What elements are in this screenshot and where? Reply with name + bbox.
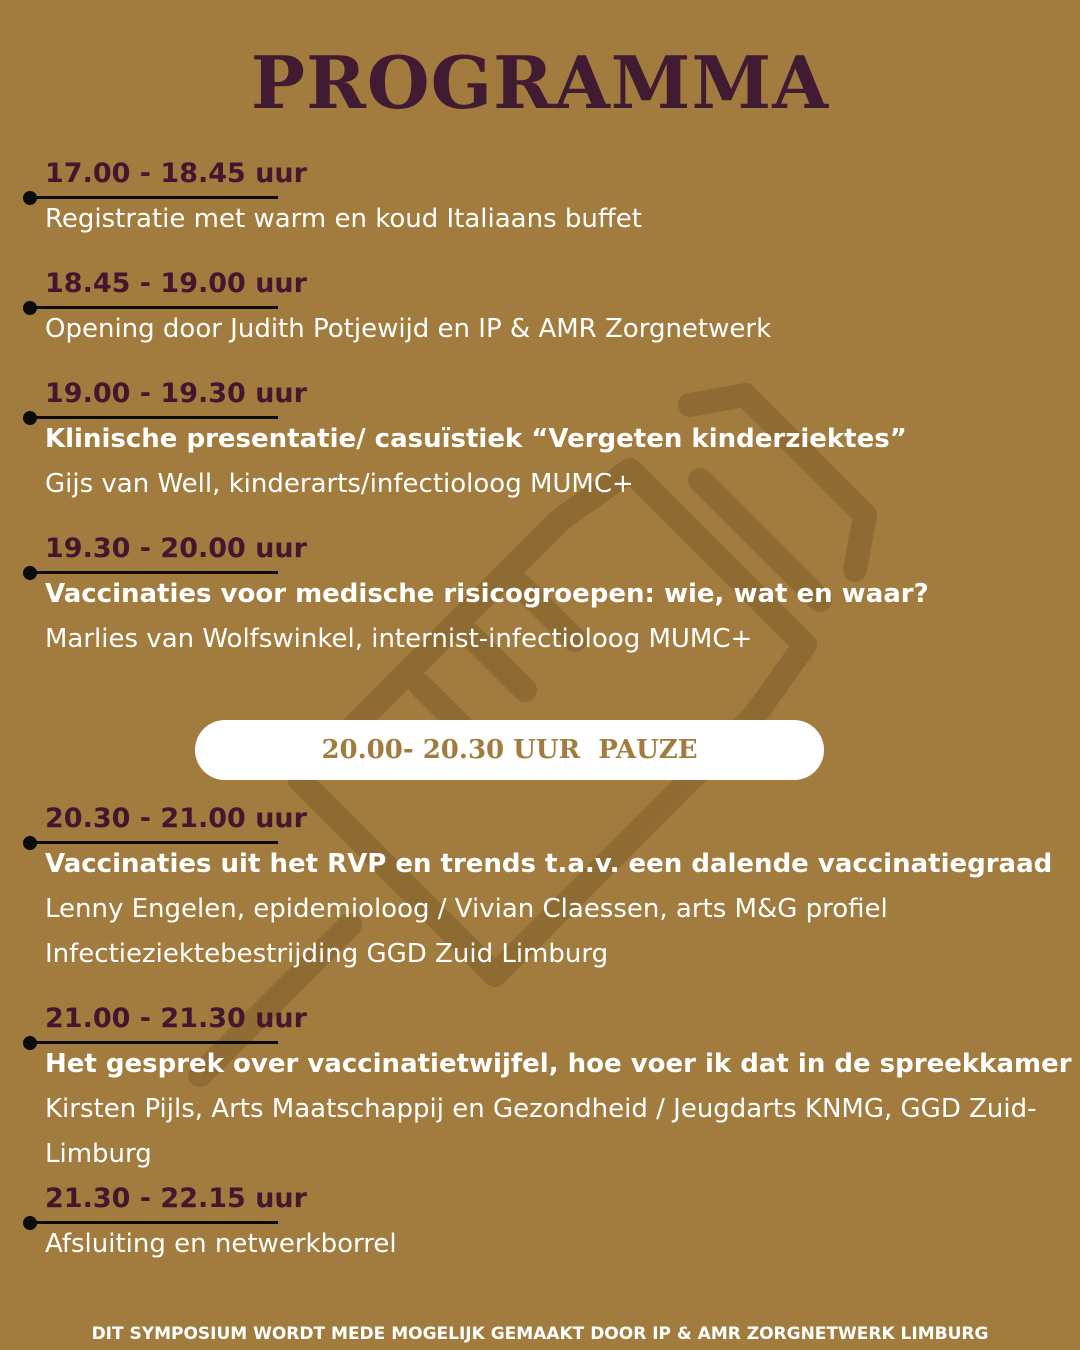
time-slot: 18.45 - 19.00 uur — [45, 268, 307, 299]
session-detail: Infectieziektebestrijding GGD Zuid Limburg — [45, 939, 609, 969]
time-underline — [30, 196, 278, 199]
session-title: Het gesprek over vaccinatietwijfel, hoe voer ik dat in de spreekkamer — [45, 1049, 1072, 1079]
session-detail: Lenny Engelen, epidemioloog / Vivian Claessen, arts M&G profiel — [45, 894, 888, 924]
time-underline — [30, 306, 278, 309]
time-underline — [30, 571, 278, 574]
bullet-dot-icon — [23, 1036, 37, 1050]
pause-banner: 20.00- 20.30 UUR PAUZE — [195, 720, 824, 780]
bullet-dot-icon — [23, 1216, 37, 1230]
bullet-dot-icon — [23, 301, 37, 315]
session-detail: Opening door Judith Potjewijd en IP & AMR Zorgnetwerk — [45, 314, 772, 344]
page-title: PROGRAMMA — [250, 40, 830, 125]
session-detail: Gijs van Well, kinderarts/infectioloog MUMC+ — [45, 469, 634, 499]
time-slot: 21.00 - 21.30 uur — [45, 1003, 307, 1034]
time-underline — [30, 1041, 278, 1044]
bullet-dot-icon — [23, 411, 37, 425]
time-slot: 17.00 - 18.45 uur — [45, 158, 307, 189]
session-detail: Kirsten Pijls, Arts Maatschappij en Gezondheid / Jeugdarts KNMG, GGD Zuid- — [45, 1094, 1037, 1124]
session-title: Vaccinaties voor medische risicogroepen: wie, wat en waar? — [45, 579, 929, 609]
bullet-dot-icon — [23, 836, 37, 850]
session-title: Klinische presentatie/ casuïstiek “Vergeten kinderziektes” — [45, 424, 907, 454]
session-detail: Afsluiting en netwerkborrel — [45, 1229, 397, 1259]
time-underline — [30, 1221, 278, 1224]
session-detail: Registratie met warm en koud Italiaans buffet — [45, 204, 642, 234]
session-detail: Limburg — [45, 1139, 152, 1169]
time-underline — [30, 841, 278, 844]
time-slot: 21.30 - 22.15 uur — [45, 1183, 307, 1214]
sponsor-footer: DIT SYMPOSIUM WORDT MEDE MOGELIJK GEMAAKT DOOR IP & AMR ZORGNETWERK LIMBURG — [91, 1324, 989, 1344]
time-slot: 19.00 - 19.30 uur — [45, 378, 307, 409]
time-underline — [30, 416, 278, 419]
time-slot: 19.30 - 20.00 uur — [45, 533, 307, 564]
bullet-dot-icon — [23, 566, 37, 580]
time-slot: 20.30 - 21.00 uur — [45, 803, 307, 834]
session-title: Vaccinaties uit het RVP en trends t.a.v. een dalende vaccinatiegraad — [45, 849, 1053, 879]
bullet-dot-icon — [23, 191, 37, 205]
session-detail: Marlies van Wolfswinkel, internist-infectioloog MUMC+ — [45, 624, 753, 654]
